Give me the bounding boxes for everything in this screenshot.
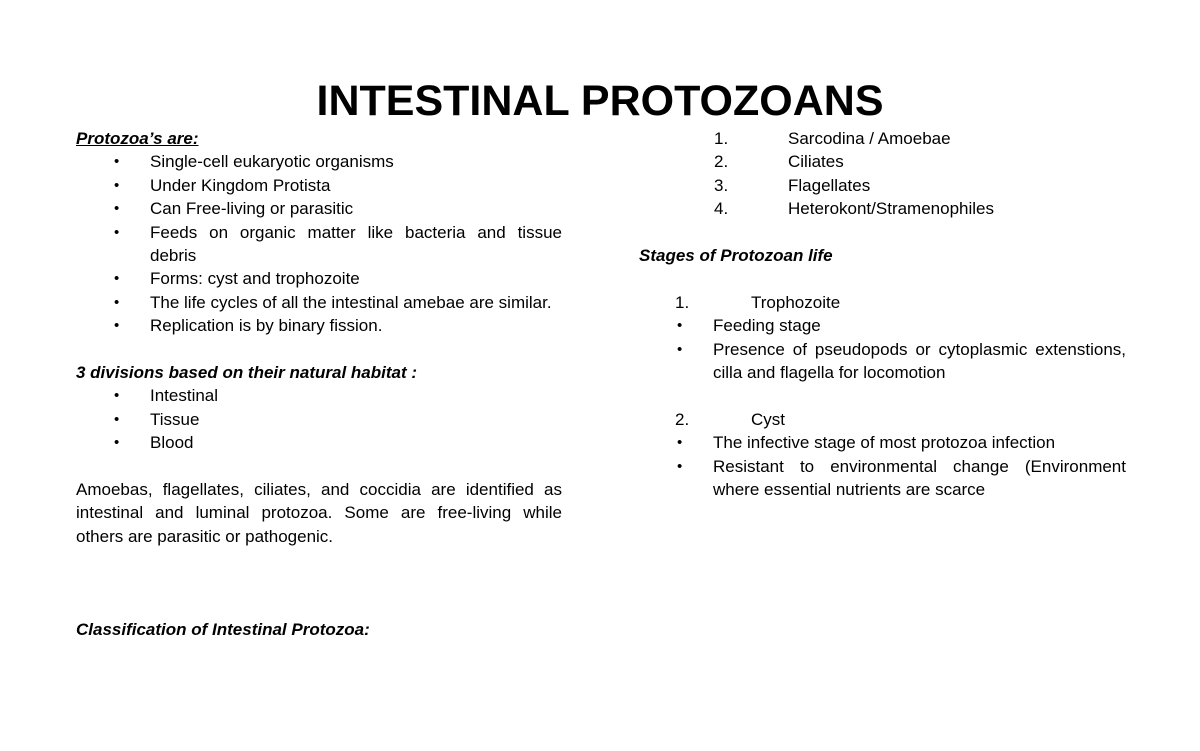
- list-item: • Can Free-living or parasitic: [76, 197, 562, 220]
- classification-heading: Classification of Intestinal Protozoa:: [76, 620, 370, 640]
- protozoa-traits-list: [76, 150, 562, 337]
- list-item: • The life cycles of all the intestinal amebae are similar.: [76, 291, 562, 314]
- list-number: 4.: [714, 199, 729, 219]
- stage-name: Cyst: [751, 409, 785, 429]
- list-text: Flagellates: [788, 175, 871, 195]
- list-item: • Feeding stage: [639, 314, 1126, 337]
- stages-heading: Stages of Protozoan life: [639, 245, 833, 265]
- divisions-heading: 3 divisions based on their natural habitat :: [76, 363, 418, 383]
- stage-number: 1.: [675, 292, 690, 312]
- list-item: [639, 127, 1126, 150]
- list-item: • Intestinal: [76, 384, 562, 407]
- list-text: Ciliates: [788, 152, 844, 172]
- list-item: • Replication is by binary fission.: [76, 314, 562, 337]
- list-item: • Tissue: [76, 408, 562, 431]
- list-item: • Forms: cyst and trophozoite: [76, 267, 562, 290]
- page-title: INTESTINAL PROTOZOANS: [316, 77, 884, 125]
- list-number: 3.: [714, 175, 729, 195]
- list-item: [639, 150, 1126, 173]
- cyst-list: [639, 431, 1126, 501]
- trophozoite-list: [639, 314, 1126, 384]
- list-item: [639, 174, 1126, 197]
- list-item: • Resistant to environmental change (Environment where essential nutrients are scarce: [639, 455, 1126, 502]
- list-item: • Under Kingdom Protista: [76, 174, 562, 197]
- list-item: • Blood: [76, 431, 562, 454]
- divisions-list: [76, 384, 562, 454]
- list-item: • Feeds on organic matter like bacteria and tissue debris: [76, 221, 562, 268]
- stage-trophozoite: [639, 291, 1126, 314]
- list-number: 2.: [714, 152, 729, 172]
- protozoa-heading: Protozoa’s are:: [76, 129, 199, 148]
- right-column: [639, 127, 1126, 501]
- list-item: [639, 197, 1126, 220]
- list-text: Sarcodina / Amoebae: [788, 129, 951, 148]
- list-item: • Presence of pseudopods or cytoplasmic extenstions, cilla and flagella for locomotion: [639, 338, 1126, 385]
- stage-name: Trophozoite: [751, 292, 841, 312]
- stage-cyst: [639, 408, 1126, 431]
- stage-number: 2.: [675, 409, 690, 429]
- left-column: [76, 127, 562, 642]
- list-item: • The infective stage of most protozoa infection: [639, 431, 1126, 454]
- intro-paragraph: Amoebas, flagellates, ciliates, and coccidia are identified as intestinal and luminal protozoa. Some are free-living while others are parasitic or pathogenic.: [76, 480, 562, 546]
- list-number: 1.: [714, 129, 729, 148]
- classification-list: [639, 127, 1126, 221]
- list-item: • Single-cell eukaryotic organisms: [76, 150, 562, 173]
- list-text: Heterokont/Stramenophiles: [788, 199, 995, 219]
